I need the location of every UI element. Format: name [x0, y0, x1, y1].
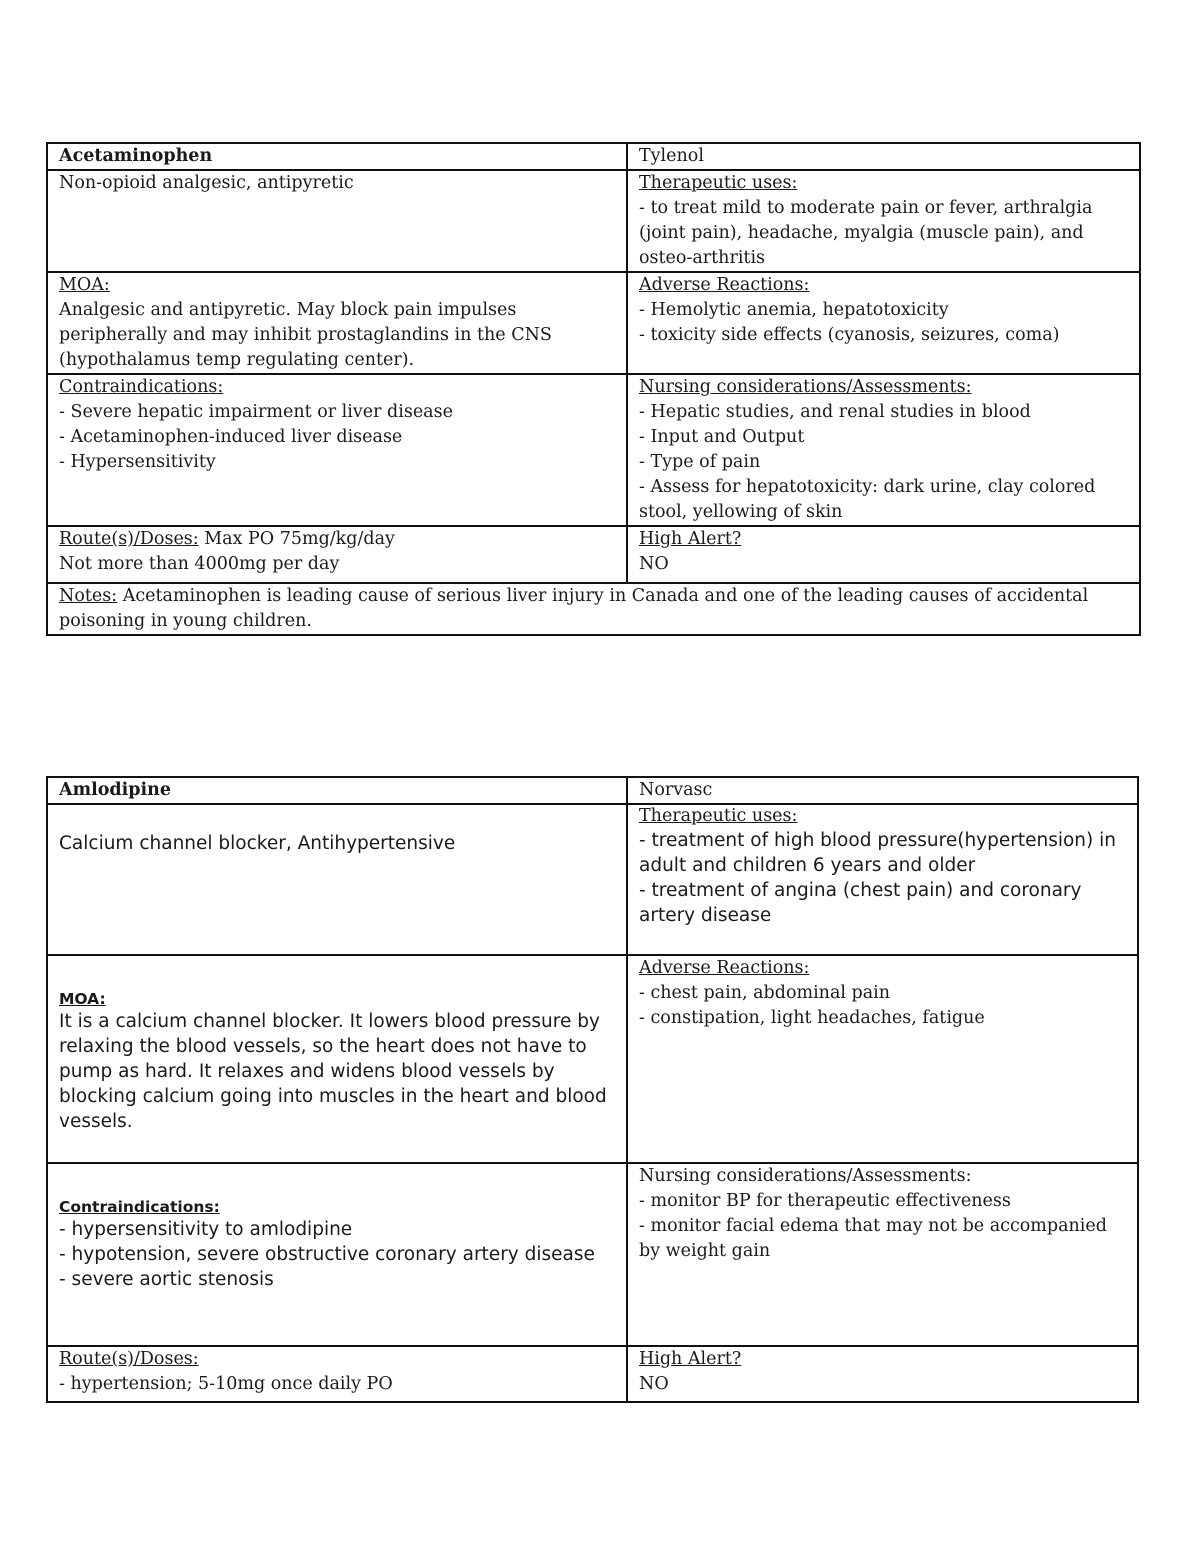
nursing-item: - Assess for hepatotoxicity: dark urine, clay colored stool, yellowing of skin	[639, 477, 1096, 522]
notes-row	[47, 583, 1140, 635]
drug-classification: Non-opioid analgesic, antipyretic	[47, 170, 627, 272]
routes-doses	[47, 1346, 627, 1402]
high-alert-value: NO	[639, 554, 669, 574]
route-dose: - hypertension; 5-10mg once daily PO	[59, 1374, 393, 1394]
adverse-reactions-heading: Adverse Reactions:	[639, 958, 810, 978]
mechanism-of-action	[47, 272, 627, 374]
generic-name: Amlodipine	[47, 777, 627, 804]
adverse-reaction-item: - Hemolytic anemia, hepatotoxicity	[639, 300, 949, 320]
contraindication-item: - hypersensitivity to amlodipine	[59, 1219, 353, 1240]
therapeutic-use-item: - treatment of angina (chest pain) and coronary artery disease	[639, 880, 1082, 926]
acetaminophen-drug-card	[46, 142, 1141, 636]
amlodipine-drug-card	[46, 776, 1139, 1403]
high-alert-heading: High Alert?	[639, 1349, 742, 1369]
mechanism-of-action	[47, 955, 627, 1163]
contraindication-item: - Hypersensitivity	[59, 452, 216, 472]
moa-heading: MOA:	[59, 275, 110, 295]
therapeutic-uses-heading: Therapeutic uses:	[639, 806, 798, 826]
adverse-reaction-item: - chest pain, abdominal pain	[639, 983, 891, 1003]
high-alert-value: NO	[639, 1374, 669, 1394]
contraindications-heading: Contraindications:	[59, 377, 224, 397]
routes-doses	[47, 526, 627, 583]
moa-heading: MOA:	[59, 990, 106, 1008]
therapeutic-uses-heading: Therapeutic uses:	[639, 173, 798, 193]
nursing-item: - monitor BP for therapeutic effectiveness	[639, 1191, 1011, 1211]
brand-name: Norvasc	[627, 777, 1138, 804]
route-dose-max: Max PO 75mg/kg/day	[198, 529, 395, 549]
contraindications	[47, 374, 627, 526]
nursing-item: - Input and Output	[639, 427, 805, 447]
notes-heading: Notes:	[59, 586, 118, 606]
contraindication-item: - Acetaminophen-induced liver disease	[59, 427, 403, 447]
notes-text: Acetaminophen is leading cause of serious liver injury in Canada and one of the leading causes of accidental poisoning in young children.	[59, 586, 1089, 631]
therapeutic-use-item: - treatment of high blood pressure(hypertension) in adult and children 6 years and older	[639, 830, 1116, 876]
contraindications-row	[47, 374, 1140, 526]
classification-row	[47, 804, 1138, 955]
high-alert	[627, 1346, 1138, 1402]
nursing-considerations	[627, 374, 1140, 526]
high-alert-heading: High Alert?	[639, 529, 742, 549]
high-alert	[627, 526, 1140, 583]
notes	[47, 583, 1140, 635]
nursing-item: - Hepatic studies, and renal studies in blood	[639, 402, 1031, 422]
therapeutic-uses-text: - to treat mild to moderate pain or fever, arthralgia (joint pain), headache, myalgia (muscle pain), and osteo-arthritis	[639, 198, 1093, 268]
adverse-reactions	[627, 272, 1140, 374]
moa-text: It is a calcium channel blocker. It lowers blood pressure by relaxing the blood vessels, so the heart does not have to pump as hard. It relaxes and widens blood vessels by blocking calcium going into muscles in the heart and blood vessels.	[59, 1011, 607, 1132]
brand-name: Tylenol	[627, 143, 1140, 170]
therapeutic-uses	[627, 804, 1138, 955]
drug-classification: Calcium channel blocker, Antihypertensive	[47, 804, 627, 955]
moa-text: Analgesic and antipyretic. May block pain impulses peripherally and may inhibit prostaglandins in the CNS (hypothalamus temp regulating center).	[59, 300, 552, 370]
nursing-considerations-heading: Nursing considerations/Assessments:	[639, 1166, 972, 1186]
contraindication-item: - hypotension, severe obstructive coronary artery disease	[59, 1244, 595, 1265]
route-row	[47, 1346, 1138, 1402]
nursing-considerations	[627, 1163, 1138, 1346]
generic-name: Acetaminophen	[47, 143, 627, 170]
nursing-item: - monitor facial edema that may not be accompanied by weight gain	[639, 1216, 1107, 1261]
adverse-reactions-heading: Adverse Reactions:	[639, 275, 810, 295]
adverse-reactions	[627, 955, 1138, 1163]
route-row	[47, 526, 1140, 583]
route-heading: Route(s)/Doses:	[59, 529, 199, 549]
adverse-reaction-item: - toxicity side effects (cyanosis, seizures, coma)	[639, 325, 1060, 345]
classification-row	[47, 170, 1140, 272]
therapeutic-uses	[627, 170, 1140, 272]
contraindication-item: - severe aortic stenosis	[59, 1269, 274, 1290]
drug-name-row	[47, 777, 1138, 804]
moa-row	[47, 955, 1138, 1163]
moa-row	[47, 272, 1140, 374]
nursing-considerations-heading: Nursing considerations/Assessments:	[639, 377, 972, 397]
contraindications	[47, 1163, 627, 1346]
nursing-item: - Type of pain	[639, 452, 761, 472]
adverse-reaction-item: - constipation, light headaches, fatigue	[639, 1008, 985, 1028]
route-heading: Route(s)/Doses:	[59, 1349, 199, 1369]
drug-name-row	[47, 143, 1140, 170]
contraindications-heading: Contraindications:	[59, 1198, 220, 1216]
route-dose-limit: Not more than 4000mg per day	[59, 554, 340, 574]
contraindication-item: - Severe hepatic impairment or liver disease	[59, 402, 453, 422]
contraindications-row	[47, 1163, 1138, 1346]
